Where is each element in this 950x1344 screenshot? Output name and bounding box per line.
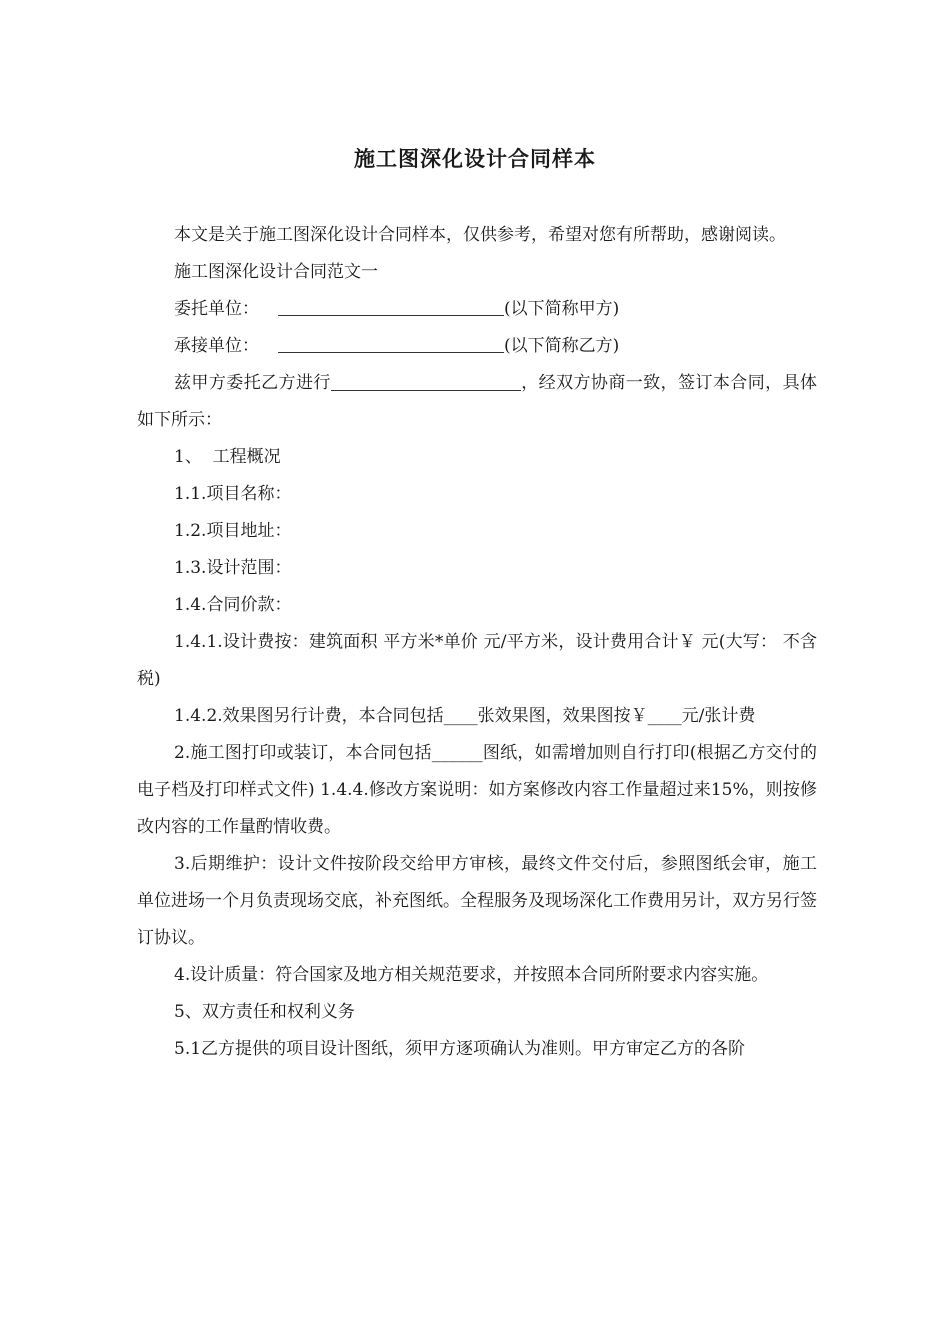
item-2-part1: 2.施工图打印或装订，本合同包括 bbox=[174, 743, 432, 763]
item-2 bbox=[137, 735, 817, 846]
item-5-1: 5.1乙方提供的项目设计图纸，须甲方逐项确认为准则。甲方审定乙方的各阶 bbox=[174, 1039, 746, 1059]
item-2-part2: 图纸，如需增加则自行打印(根据乙方交付的电子档及打印样式文件) 1.4.4.修改方案说明：如方案修改内容工作量超过来15%，则按修改内容的工作量酌情收费。 bbox=[137, 743, 817, 837]
item-1-4-2-blank2: ____ bbox=[647, 706, 682, 726]
item-1-2: 1.2.项目地址： bbox=[174, 521, 292, 541]
section-1-heading: 1、 工程概况 bbox=[174, 447, 281, 467]
item-1-4-2 bbox=[137, 698, 817, 735]
client-line bbox=[137, 291, 817, 328]
contractor-label: 承接单位： bbox=[174, 336, 259, 356]
document-title: 施工图深化设计合同样本 bbox=[354, 147, 596, 171]
entrust-blank bbox=[331, 370, 521, 391]
item-3: 3.后期维护：设计文件按阶段交给甲方审核，最终文件交付后，参照图纸会审，施工单位进场一个月负责现场交底，补充图纸。全程服务及现场深化工作费用另计，双方另行签订协议。 bbox=[137, 854, 817, 948]
entrust-after: ，经双方协商一致，签订本合同，具体如下所示： bbox=[137, 373, 818, 430]
client-suffix: (以下简称甲方) bbox=[504, 299, 620, 319]
contractor-blank bbox=[278, 330, 504, 353]
item-1-4-1: 1.4.1.设计费按：建筑面积 平方米*单价 元/平方米，设计费用合计￥ 元(大写： 不含税) bbox=[137, 632, 817, 689]
item-1-4: 1.4.合同价款： bbox=[174, 595, 292, 615]
entrust-before: 兹甲方委托乙方进行 bbox=[174, 373, 331, 393]
item-1-1: 1.1.项目名称： bbox=[174, 484, 292, 504]
client-label: 委托单位： bbox=[174, 299, 259, 319]
item-4: 4.设计质量：符合国家及地方相关规范要求，并按照本合同所附要求内容实施。 bbox=[174, 965, 769, 985]
document-body bbox=[137, 217, 817, 1068]
section-5-heading: 5、双方责任和权利义务 bbox=[174, 1002, 355, 1022]
item-1-4-2-part1: 1.4.2.效果图另行计费，本合同包括 bbox=[174, 706, 444, 726]
client-blank bbox=[278, 293, 504, 316]
item-1-4-2-part2: 张效果图，效果图按￥ bbox=[477, 706, 648, 726]
entrust-paragraph bbox=[137, 365, 817, 439]
item-1-3: 1.3.设计范围： bbox=[174, 558, 292, 578]
item-1-4-2-part3: 元/张计费 bbox=[681, 706, 756, 726]
contractor-suffix: (以下简称乙方) bbox=[504, 336, 620, 356]
item-1-4-2-blank1: ____ bbox=[443, 706, 478, 726]
sample-heading: 施工图深化设计合同范文一 bbox=[174, 262, 378, 282]
item-2-blank: ______ bbox=[431, 743, 483, 763]
contractor-line bbox=[137, 328, 817, 365]
intro-paragraph: 本文是关于施工图深化设计合同样本，仅供参考，希望对您有所帮助，感谢阅读。 bbox=[174, 225, 786, 245]
